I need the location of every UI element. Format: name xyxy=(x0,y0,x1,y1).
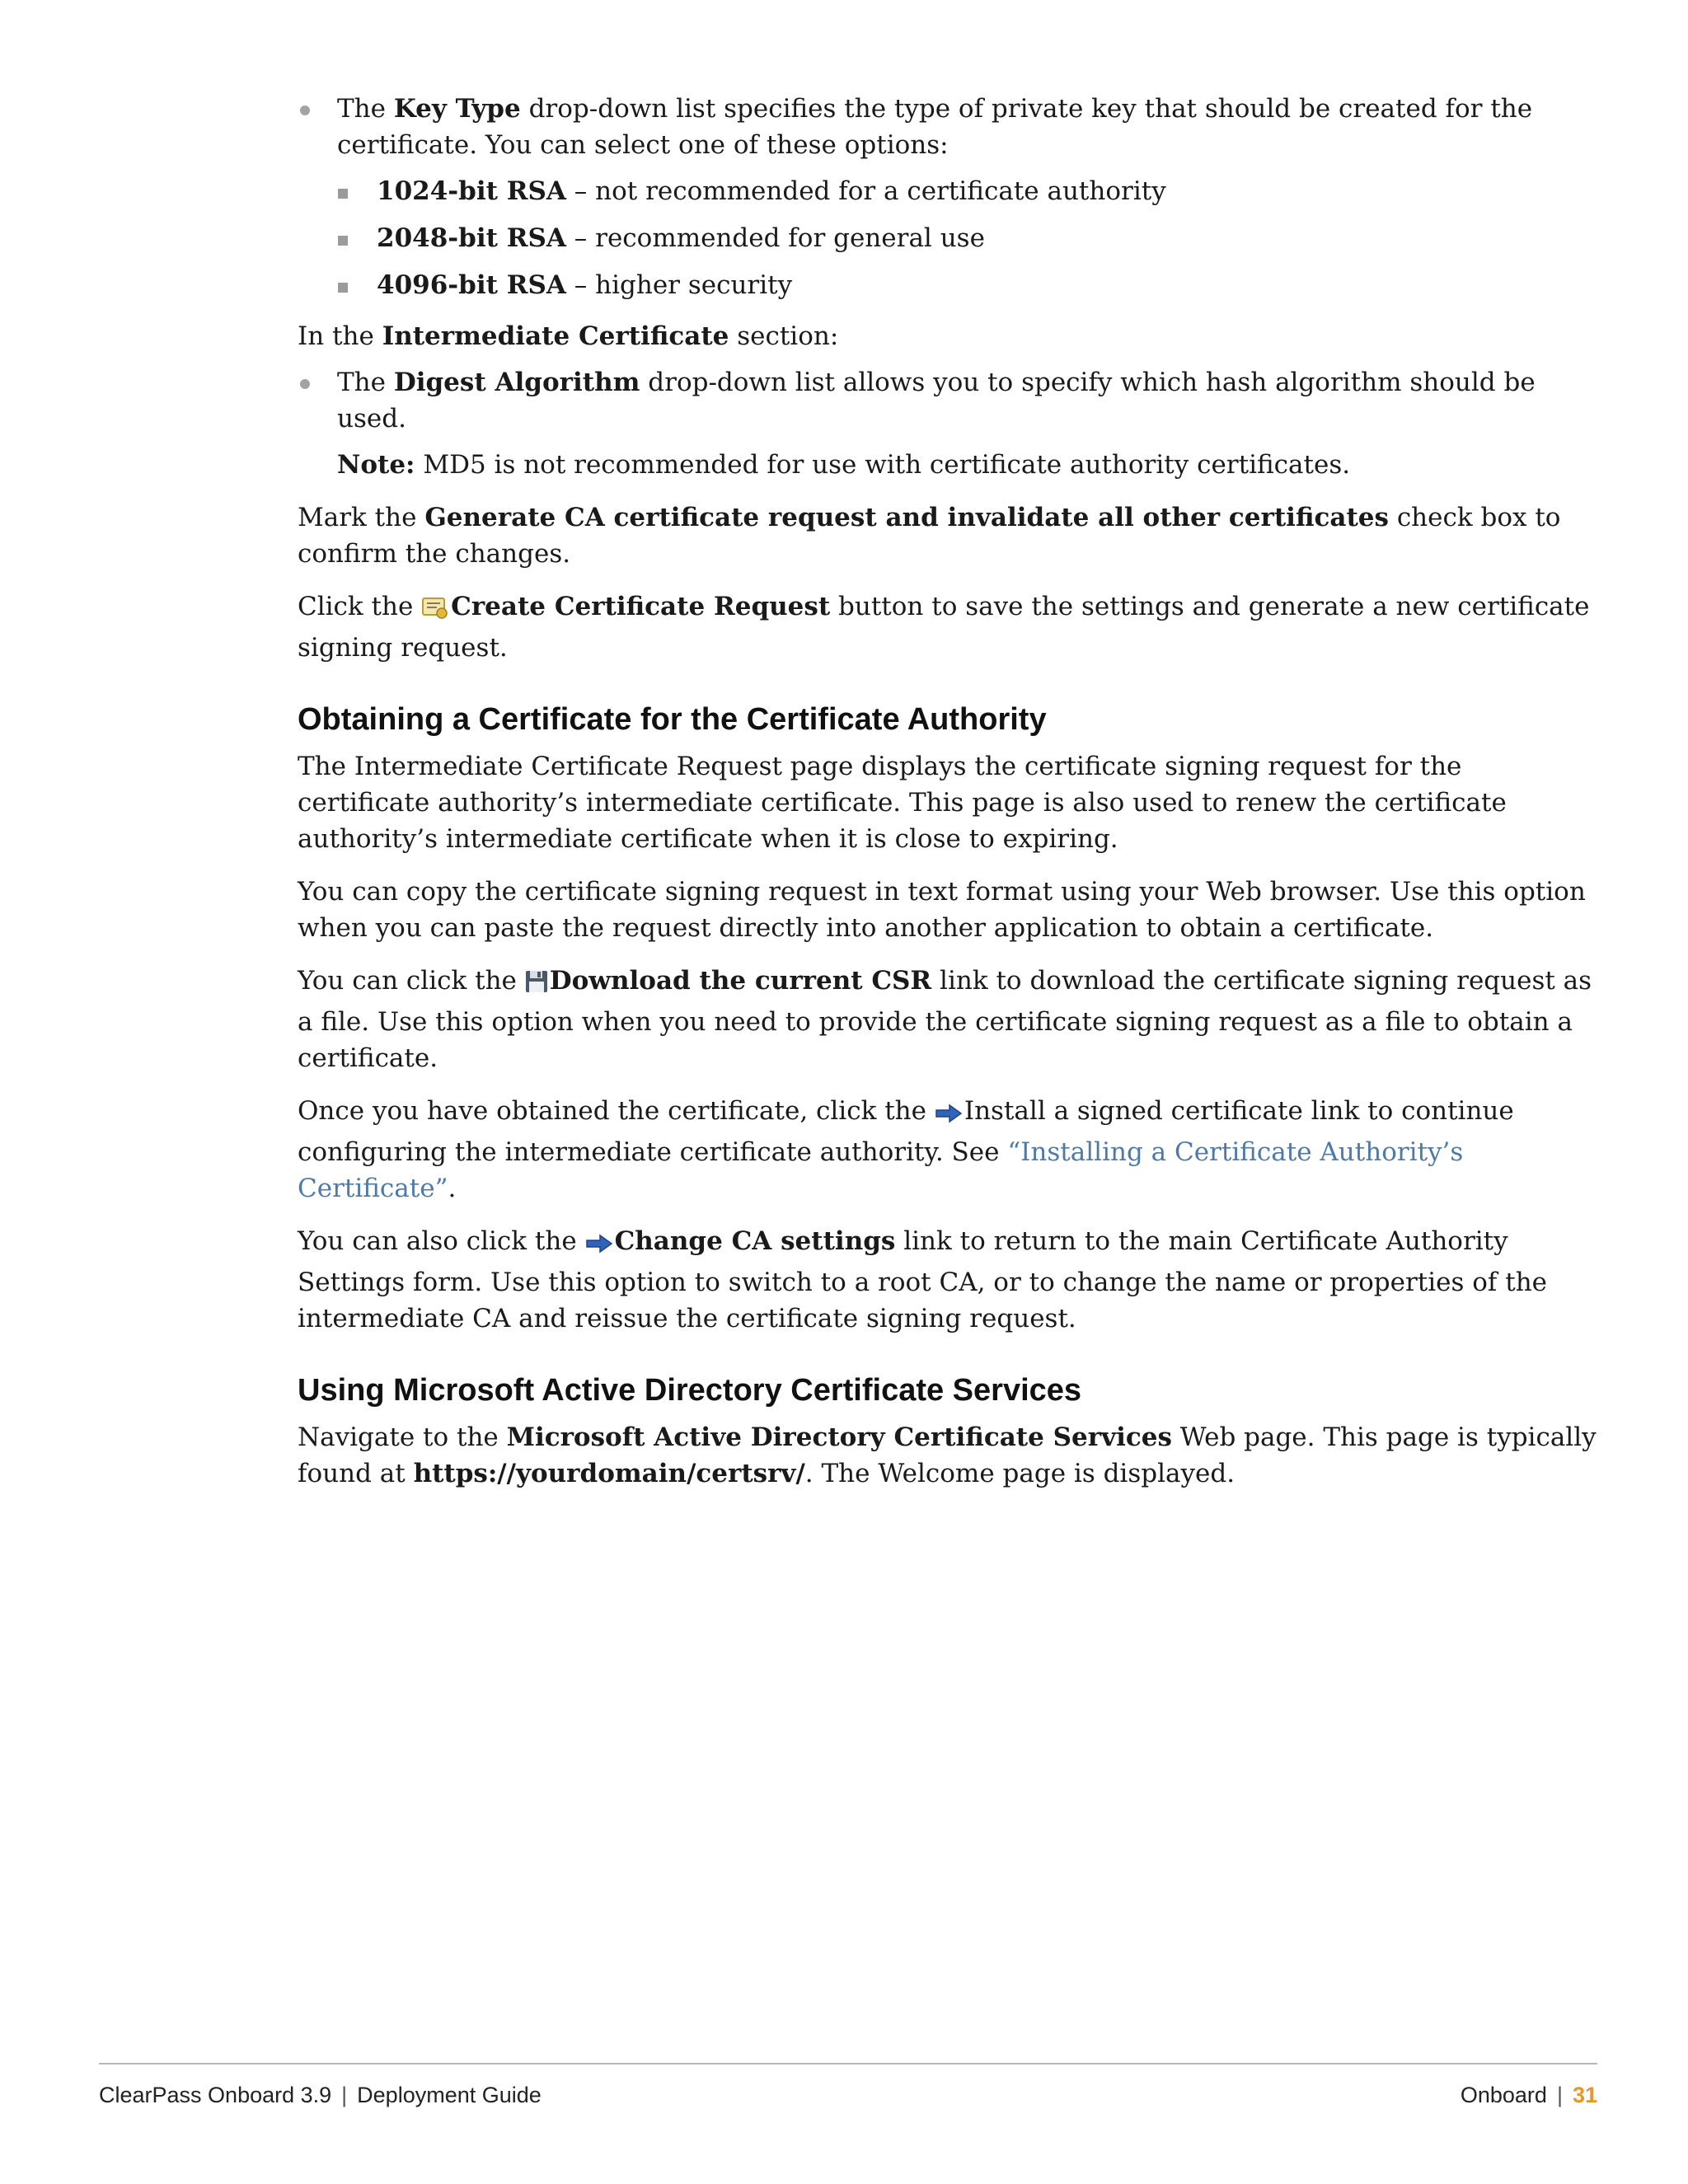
footer-divider xyxy=(99,2063,1597,2064)
bullet-dot xyxy=(300,379,310,389)
section1-paragraph-change: You can also click the Change CA settings link to return to the main Certificate Authority Settings form. Use this option to switch to a root CA, or to change the name or properties of the intermediate CA and reissue the certificate signing request. xyxy=(298,1226,1548,1333)
arrow-right-icon xyxy=(935,1098,963,1134)
square-bullet xyxy=(338,283,348,293)
section1-paragraph-download: You can click the Download the current CSR link to download the certificate signing request as a file. Use this option when you need to provide the certificate signing request as a file to obtain a certificate. xyxy=(298,966,1592,1073)
key-type-bullet: The Key Type drop-down list specifies the type of private key that should be created for the certificate. You can select one of these options: xyxy=(298,91,1600,163)
mark-checkbox-paragraph: Mark the Generate CA certificate request and invalidate all other certificates check box to confirm the changes. xyxy=(298,503,1561,569)
floppy-disk-icon xyxy=(525,968,548,1004)
footer-product-title: ClearPass Onboard 3.9 xyxy=(99,2083,332,2107)
section2-paragraph-1: Navigate to the Microsoft Active Directory Certificate Services Web page. This page is typically found at https://yourdomain/certsrv/. The Welcome page is displayed. xyxy=(298,1422,1597,1488)
page-content xyxy=(298,91,1600,1508)
intermediate-intro: In the Intermediate Certificate section: xyxy=(298,321,839,351)
key-option-1024: 1024-bit RSA – not recommended for a certificate authority xyxy=(298,173,1600,209)
install-signed-certificate-link[interactable]: Install a signed certificate xyxy=(964,1096,1303,1126)
key-type-term: Key Type xyxy=(393,94,521,124)
footer-separator: | xyxy=(341,2083,348,2107)
click-create-paragraph: Click the Create Certificate Request button to save the settings and generate a new certificate signing request. xyxy=(298,592,1590,663)
footer-separator: | xyxy=(1556,2083,1563,2107)
installing-ca-certificate-xref[interactable]: “Installing a Certificate Authority’s Certificate” xyxy=(298,1137,1464,1203)
certsrv-url: https://yourdomain/certsrv/ xyxy=(413,1459,805,1488)
square-bullet xyxy=(338,189,348,199)
page-number: 31 xyxy=(1572,2083,1597,2107)
section-heading-obtaining: Obtaining a Certificate for the Certificate Authority xyxy=(298,702,1047,737)
footer-left xyxy=(99,2082,542,2108)
key-option-2048: 2048-bit RSA – recommended for general use xyxy=(298,220,1600,256)
note: Note: MD5 is not recommended for use with certificate authority certificates. xyxy=(337,450,1351,480)
footer-doc-subtitle: Deployment Guide xyxy=(357,2083,542,2107)
bullet-dot xyxy=(300,105,310,115)
footer-right xyxy=(1461,2082,1597,2108)
arrow-right-icon xyxy=(585,1228,613,1264)
footer-section-label: Onboard xyxy=(1460,2083,1547,2107)
certificate-request-icon xyxy=(421,593,449,630)
change-ca-settings-link[interactable]: Change CA settings xyxy=(614,1226,896,1256)
key-option-4096: 4096-bit RSA – higher security xyxy=(298,267,1600,303)
square-bullet xyxy=(338,236,348,246)
digest-bullet: The Digest Algorithm drop-down list allows you to specify which hash algorithm should be used. xyxy=(298,364,1600,437)
section1-paragraph-1: The Intermediate Certificate Request page displays the certificate signing request for the certificate authority’s intermediate certificate. This page is also used to renew the certificate authority’s intermediate certificate when it is close to expiring. xyxy=(298,752,1507,854)
section1-paragraph-install: Once you have obtained the certificate, click the Install a signed certificate link to continue configuring the intermediate certificate authority. See “Installing a Certificate Authority’s Certificate”. xyxy=(298,1096,1514,1203)
note-label: Note: xyxy=(337,450,415,480)
section1-paragraph-2: You can copy the certificate signing request in text format using your Web browser. Use this option when you can paste the request directly into another application to obtain a certificate. xyxy=(298,877,1586,943)
section-heading-microsoft: Using Microsoft Active Directory Certificate Services xyxy=(298,1373,1082,1408)
